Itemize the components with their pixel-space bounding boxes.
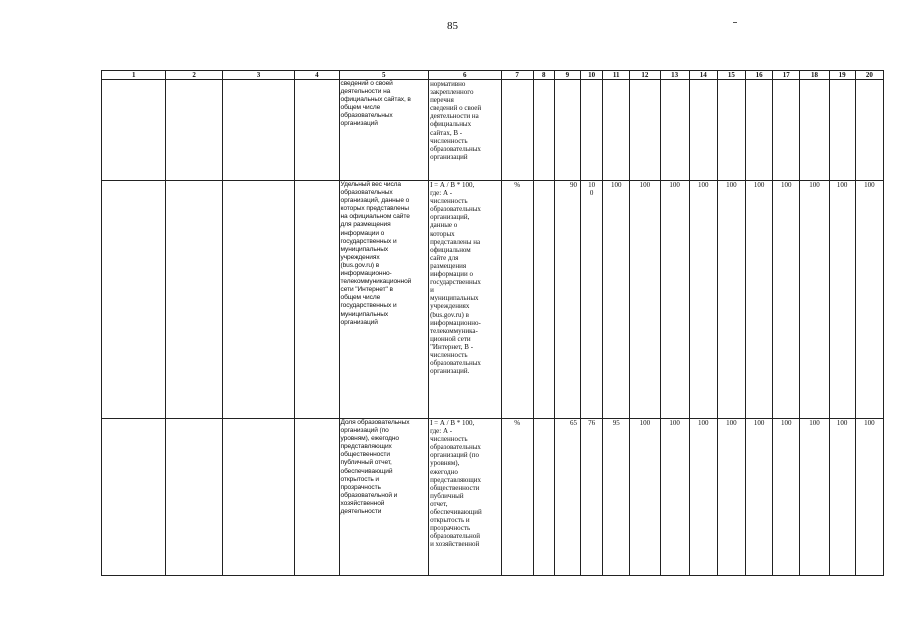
value-cell [746, 80, 773, 181]
col-header: 7 [501, 71, 533, 80]
unit-cell [501, 80, 533, 181]
value-cell: 100 [829, 419, 855, 576]
value-cell [717, 80, 745, 181]
table-cell [222, 419, 294, 576]
value-cell [800, 80, 829, 181]
value-cell: 100 [603, 181, 630, 419]
value-cell: 95 [603, 419, 630, 576]
col-header: 16 [746, 71, 773, 80]
col-header: 9 [554, 71, 580, 80]
value-cell: 100 [855, 419, 883, 576]
formula-cell [429, 181, 501, 419]
value-cell: 90 [554, 181, 580, 419]
col-header: 17 [773, 71, 800, 80]
indicator-text: сведений о своей деятельности на официальных сайтах, в общем числе образовательных организаций [340, 80, 411, 128]
table-cell [295, 419, 339, 576]
indicator-cell [339, 80, 429, 181]
indicator-cell [339, 181, 429, 419]
value-cell [533, 181, 554, 419]
value-cell: 100 [689, 181, 717, 419]
value-cell [773, 80, 800, 181]
indicator-text: Удельный вес числа образовательных организаций, данные о которых представлены на официальном сайте для размещения информации о государственных и муниципальных учреждениях (bus.gov.ru) в информационно- телекоммуникационной сети "Интернет" в общем числе государственных и муниципальных организаций [340, 181, 412, 326]
value-cell [855, 80, 883, 181]
value-cell: 100 [630, 419, 660, 576]
formula-cell [429, 80, 501, 181]
unit-cell: % [501, 419, 533, 576]
value-cell: 100 [773, 419, 800, 576]
value-cell [603, 80, 630, 181]
col-header: 3 [222, 71, 294, 80]
value-cell: 100 [800, 181, 829, 419]
value-cell: 100 [855, 181, 883, 419]
col-header: 14 [689, 71, 717, 80]
formula-cell [429, 419, 501, 576]
col-header: 5 [339, 71, 429, 80]
page-number: 85 [447, 20, 458, 32]
col-header: 12 [630, 71, 660, 80]
value-cell [533, 80, 554, 181]
formula-text: I = А / В * 100, где: А - численность образовательных организаций, данные о которых представлены на официальном сайте для размещения информации о государственных и муниципальных учреждениях (bus.gov.ru) в информационно- телекоммуника- ционной сети "Интернет, В - численность образовательных организаций. [430, 181, 481, 376]
header-row [102, 71, 884, 80]
table-cell [295, 80, 339, 181]
col-header: 19 [829, 71, 855, 80]
value-cell: 100 [829, 181, 855, 419]
corner-mark [733, 22, 737, 23]
unit-cell: % [501, 181, 533, 419]
formula-text: I = А / В * 100, где: А - численность образовательных организаций (по уровням), ежегодно представляющих общественности публичный отчет, обеспечивающий открытость и прозрачность образовательной и хозяйственной [430, 419, 482, 549]
value-cell [554, 80, 580, 181]
value-cell: 100 [746, 419, 773, 576]
table-row [102, 181, 884, 419]
table-cell [222, 181, 294, 419]
indicators-table [101, 70, 884, 576]
value-cell [533, 419, 554, 576]
col-header: 10 [581, 71, 603, 80]
table-cell [102, 80, 166, 181]
table-cell [166, 419, 222, 576]
value-cell [829, 80, 855, 181]
table-row [102, 80, 884, 181]
value-cell: 65 [554, 419, 580, 576]
value-cell: 100 [773, 181, 800, 419]
value-cell: 100 [689, 419, 717, 576]
col-header: 15 [717, 71, 745, 80]
col-header: 6 [429, 71, 501, 80]
table-cell [166, 181, 222, 419]
value-cell: 10 0 [581, 181, 603, 419]
value-cell [581, 80, 603, 181]
value-cell: 100 [746, 181, 773, 419]
value-cell: 100 [717, 181, 745, 419]
value-cell: 100 [717, 419, 745, 576]
col-header: 4 [295, 71, 339, 80]
table-row [102, 419, 884, 576]
indicator-cell [339, 419, 429, 576]
col-header: 11 [603, 71, 630, 80]
col-header: 8 [533, 71, 554, 80]
table-cell [102, 181, 166, 419]
col-header: 2 [166, 71, 222, 80]
table-cell [222, 80, 294, 181]
col-header: 18 [800, 71, 829, 80]
value-cell: 100 [660, 419, 689, 576]
col-header: 20 [855, 71, 883, 80]
indicator-text: Доля образовательных организаций (по уровням), ежегодно представляющих общественности публичный отчет, обеспечивающий открытость и прозрачность образовательной и хозяйственной деятельности [340, 419, 410, 516]
value-cell [630, 80, 660, 181]
table-cell [102, 419, 166, 576]
value-cell: 100 [630, 181, 660, 419]
value-cell [660, 80, 689, 181]
value-cell: 100 [800, 419, 829, 576]
value-cell [689, 80, 717, 181]
table-cell [166, 80, 222, 181]
value-cell: 76 [581, 419, 603, 576]
col-header: 1 [102, 71, 166, 80]
table-cell [295, 181, 339, 419]
formula-text: нормативно закрепленного перечня сведений о своей деятельности на официальных сайтах, В - численность образовательных организаций [430, 80, 482, 161]
value-cell: 100 [660, 181, 689, 419]
col-header: 13 [660, 71, 689, 80]
